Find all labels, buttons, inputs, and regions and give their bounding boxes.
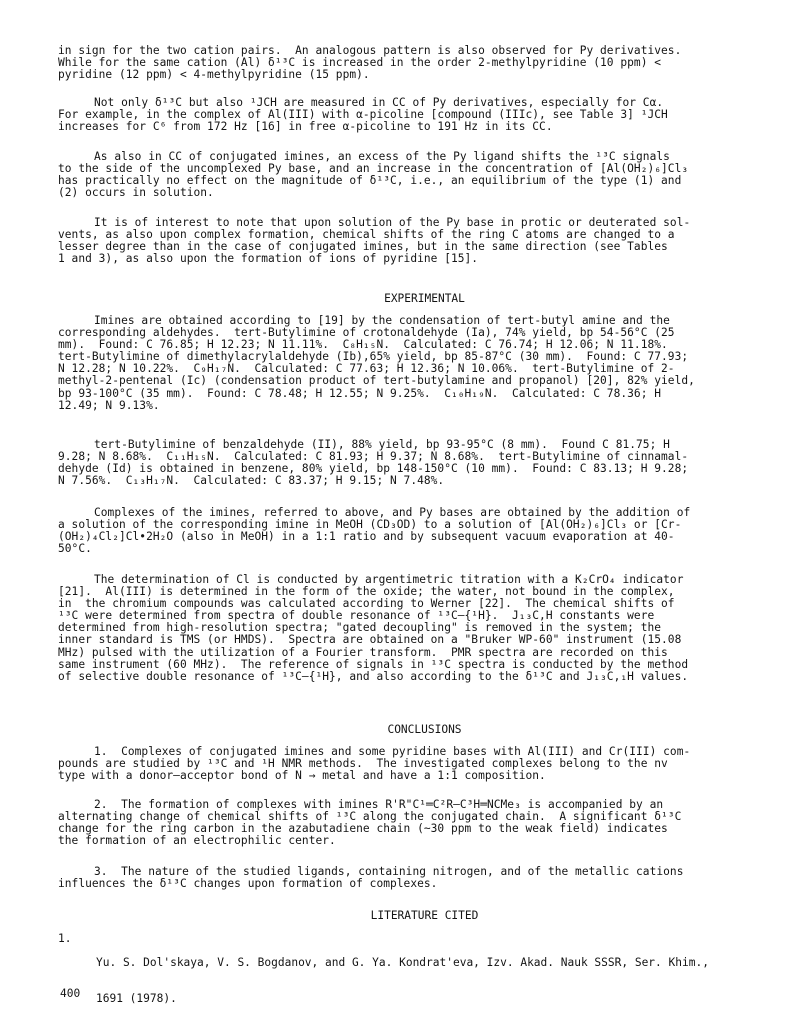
conclusion-3 [58, 866, 791, 890]
text-line: dehyde (Id) is obtained in benzene, 80% yield, bp 148-150°C (10 mm). Found: C 83.13; H 9.28; [58, 462, 689, 476]
text-line: increases for C⁶ from 172 Hz [16] in free α-picoline to 191 Hz in its CC. [58, 120, 553, 134]
text-line: 9.28; N 8.68%. C₁₁H₁₅N. Calculated: C 81.93; H 9.37; N 8.68%. tert-Butylimine of cinnamal- [58, 450, 689, 464]
reference-number: 1. [58, 932, 72, 945]
text-line: in the chromium compounds was calculated according to Werner [22]. The chemical shifts of [58, 597, 675, 611]
text-line: type with a donor—acceptor bond of N → metal and have a 1:1 composition. [58, 769, 546, 783]
text-line: N 7.56%. C₁₃H₁₇N. Calculated: C 83.37; H 9.15; N 7.48%. [58, 474, 445, 488]
paragraph-cation-order [58, 45, 791, 81]
paragraph-analysis-methods [58, 574, 791, 683]
paragraph-jch-coupling [58, 97, 791, 133]
text-line: 2. The formation of complexes with imines R'R"C¹═C²R—C³H═NCMe₃ is accompanied by an [94, 798, 664, 811]
text-line: bp 93-100°C (35 mm). Found: C 78.48; H 12.55; N 9.25%. C₁₀H₁₉N. Calculated: C 78.36; H [58, 386, 662, 400]
text-line: corresponding aldehydes. tert-Butylimine of crotonaldehyde (Ia), 74% yield, bp 54-56°C (25 [58, 326, 675, 340]
text-line: MHz) pulsed with the utilization of a Fourier transform. PMR spectra are recorded on this [58, 645, 668, 659]
text-line: of selective double resonance of ¹³C—{¹H}, and also according to the δ¹³C and J₁₃C,₁H values. [58, 669, 689, 683]
text-line: a solution of the corresponding imine in MeOH (CD₃OD) to a solution of [Al(OH₂)₆]Cl₃ or [Cr- [58, 518, 682, 532]
reference-text [96, 933, 709, 1030]
text-line: 1. Complexes of conjugated imines and some pyridine bases with Al(III) and Cr(III) com- [94, 745, 691, 758]
text-line: [21]. Al(III) is determined in the form of the oxide; the water, not bound in the complex, [58, 585, 675, 599]
text-line: mm). Found: C 76.85; H 12.23; N 11.11%. C₈H₁₅N. Calculated: C 76.74; H 12.06; N 11.18%. [58, 338, 668, 352]
text-line: For example, in the complex of Al(III) with α-picoline [compound (IIIc), see Table 3] ¹JCH [58, 108, 668, 122]
heading-experimental: EXPERIMENTAL [384, 292, 465, 305]
text-line: tert-Butylimine of dimethylacrylaldehyde (Ib),65% yield, bp 85-87°C (30 mm). Found: C 77.93; [58, 350, 689, 364]
text-line: has practically no effect on the magnitude of δ¹³C, i.e., an equilibrium of the type (1) and [58, 174, 682, 188]
text-line: inner standard is TMS (or HMDS). Spectra are obtained on a "Bruker WP-60" instrument (15.08 [58, 633, 682, 647]
text-line: Complexes of the imines, referred to above, and Py bases are obtained by the addition of [94, 506, 691, 519]
text-line: Yu. S. Dol'skaya, V. S. Bogdanov, and G. Ya. Kondrat'eva, Izv. Akad. Nauk SSSR, Ser. Khim., [96, 956, 709, 970]
text-line: lesser degree than in the case of conjugated imines, but in the same direction (see Tables [58, 240, 668, 254]
text-line: pounds are studied by ¹³C and ¹H NMR methods. The investigated complexes belong to the nv [58, 757, 668, 771]
text-line: 3. The nature of the studied ligands, containing nitrogen, and of the metallic cations [94, 865, 684, 878]
paragraph-benzaldehyde-imine [58, 439, 791, 487]
conclusion-1 [58, 746, 791, 782]
text-line: (OH₂)₄Cl₂]Cl•2H₂O (also in MeOH) in a 1:1 ratio and by subsequent vacuum evaporation at 40- [58, 530, 675, 544]
text-line: the formation of an electrophilic center. [58, 834, 336, 848]
text-line: change for the ring carbon in the azabutadiene chain (~30 ppm to the weak field) indicates [58, 822, 668, 836]
text-line: 1691 (1978). [96, 992, 177, 1006]
text-line: As also in CC of conjugated imines, an excess of the Py ligand shifts the ¹³C signals [94, 150, 670, 163]
text-line: influences the δ¹³C changes upon formation of complexes. [58, 877, 438, 891]
text-line: 50°C. [58, 542, 92, 556]
heading-conclusions: CONCLUSIONS [387, 723, 462, 736]
text-line: Imines are obtained according to [19] by the condensation of tert-butyl amine and the [94, 314, 670, 327]
paragraph-solvent-shifts [58, 217, 791, 265]
text-line: ¹³C were determined from spectra of double resonance of ¹³C—{¹H}. J₁₃C,H constants were [58, 609, 655, 623]
text-line: 1 and 3), as also upon the formation of ions of pyridine [15]. [58, 252, 479, 266]
text-line: vents, as also upon complex formation, chemical shifts of the ring C atoms are changed to a [58, 228, 675, 242]
text-line: alternating change of chemical shifts of ¹³C along the conjugated chain. A significant δ¹³C [58, 810, 682, 824]
text-line: The determination of Cl is conducted by argentimetric titration with a K₂CrO₄ indicator [94, 573, 684, 586]
paragraph-complex-preparation [58, 507, 791, 555]
text-line: tert-Butylimine of benzaldehyde (II), 88% yield, bp 93-95°C (8 mm). Found C 81.75; H [94, 438, 670, 451]
text-line: to the side of the uncomplexed Py base, and an increase in the concentration of [Al(OH₂)₆]Cl₃ [58, 162, 689, 176]
text-line: in sign for the two cation pairs. An analogous pattern is also observed for Py derivatives. [58, 44, 682, 57]
conclusion-2 [58, 799, 791, 847]
text-line: same instrument (60 MHz). The reference of signals in ¹³C spectra is conducted by the method [58, 657, 689, 671]
paragraph-imine-synthesis [58, 315, 791, 412]
text-line: methyl-2-pentenal (Ic) (condensation product of tert-butylamine and propanol) [20], 82% yield, [58, 374, 695, 388]
text-line: (2) occurs in solution. [58, 186, 214, 200]
heading-literature-cited: LITERATURE CITED [370, 909, 479, 922]
text-line: pyridine (12 ppm) < 4-methylpyridine (15 ppm). [58, 68, 370, 82]
text-line: Not only δ¹³C but also ¹JCH are measured in CC of Py derivatives, especially for Cα. [94, 96, 664, 109]
text-line: determined from high-resolution spectra; "gated decoupling" is removed in the system; the [58, 621, 662, 635]
text-line: While for the same cation (Al) δ¹³C is increased in the order 2-methylpyridine (10 ppm) < [58, 56, 662, 70]
page-number: 400 [60, 987, 81, 1000]
text-line: It is of interest to note that upon solution of the Py base in protic or deuterated sol- [94, 216, 691, 229]
text-line: 12.49; N 9.13%. [58, 398, 160, 412]
text-line: N 12.28; N 10.22%. C₉H₁₇N. Calculated: C 77.63; H 12.36; N 10.06%. tert-Butylimine of 2- [58, 362, 675, 376]
paragraph-ligand-excess [58, 151, 791, 199]
